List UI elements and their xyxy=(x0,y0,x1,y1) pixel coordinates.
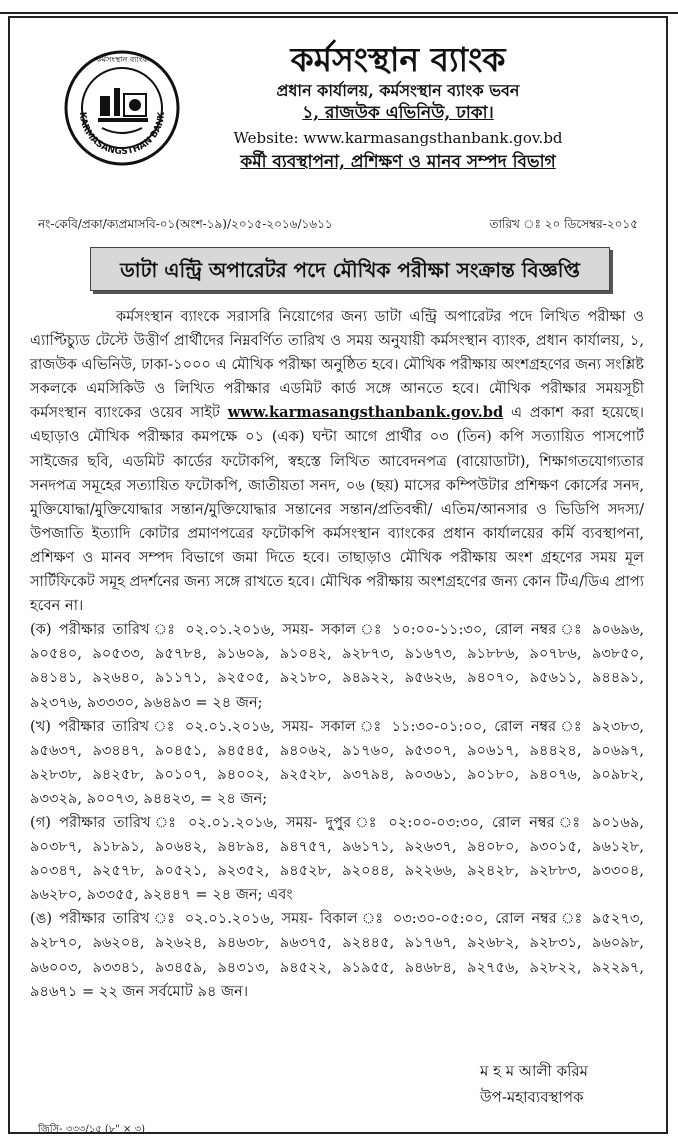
memo-number: নং-কেবি/প্রকা/ক্যপ্রমাসবি-০১(অংশ-১৯)/২০১৫-২০১৬/১৬১১ xyxy=(38,217,333,231)
website-line xyxy=(150,128,646,148)
notice-frame xyxy=(8,16,668,1134)
signature-block xyxy=(480,1058,650,1110)
para-part-1: কর্মসংস্থান ব্যাংকে সরাসরি নিয়োগের জন্য ডাটা এন্ট্রি অপারেটর পদে লিখিত পরীক্ষা ও এ্যাপ্টিচ্যুড টেস্টে উত্তীর্ণ প্রার্থীদের নিম্নবর্ণিত তারিখ ও সময় অনুযায়ী কর্মসংস্থান ব্যাংক, প্রধান কার্যালয়, ১, রাজউক এভিনিউ, ঢাকা-১০০০ এ মৌখিক পরীক্ষা অনুষ্ঠিত হবে। মৌখিক পরীক্ষায় অংশগ্রহণের জন্য সংশ্লিষ্ট সকলকে এমসিকিউ ও লিখিত পরীক্ষার এডমিট কার্ড সঙ্গে আনতে হবে। মৌখিক পরীক্ষার সময়সূচী কর্মসংস্থান ব্যাংকের ওয়েব সাইট xyxy=(30,308,644,422)
notice-date: তারিখ ঃ ২০ ডিসেম্বর-২০১৫ xyxy=(489,217,638,231)
letterhead xyxy=(150,40,646,174)
schedule-uma: (ঙ) পরীক্ষার তারিখ ঃ ০২.০১.২০১৬, সময়- বিকাল ঃ ০৩:৩০-০৫:০০, রোল নম্বর ঃ ৯৫২৭৩, ৯২৮৭০, ৯৬২০৪, ৯২৬২৪, ৯৪৬৩৮, ৯৬৩৭৫, ৯২৪৪৫, ৯১৭৬৭, ৯২৬৮২, ৯২৮৩১, ৯৬০৯৮, ৯৬০০৩, ৯৩৩৪১, ৯৩৪৫৯, ৯৪৩১৩, ৯৪৫২২, ৯১৯৫৫, ৯৪৬৮৪, ৯২৭৫৬, ৯২৮২২, ৯২২৯৭, ৯৪৬৭১ = ২২ জন সর্বমোট ৯৪ জন। xyxy=(30,910,644,1000)
top-strip xyxy=(0,0,678,14)
schedule-ga: (গ) পরীক্ষার তারিখ ঃ ০২.০১.২০১৬, সময়- দুপুর ঃ ০২:০০-০৩:৩০, রোল নম্বর ঃ ৯০১৬৯, ৯০৩৮৭, ৯১৮৯১, ৯০৬৪২, ৯৪৮৯৪, ৯৪৭৫৭, ৯৬১৭১, ৯২৬৩৭, ৯৪০৮০, ৯৩০১৫, ৯৬১২৮, ৯০৩৪৭, ৯২৫৭৮, ৯০৫২১, ৯২৩৫২, ৯৪৫২৮, ৯২০৪৪, ৯২২৬৬, ৯২৪২৮, ৯২৮৮৩, ৯৩৩০৪, ৯৬২৮০, ৯৩৩৫৫, ৯২৪৪৭ = ২৪ জন; এবং xyxy=(30,813,644,904)
website-link[interactable]: www.karmasangsthanbank.gov.bd xyxy=(303,129,563,147)
gd-code: জিসি- ৩৩৩/১৫ (৮" × ৩) xyxy=(38,1124,145,1135)
reference-row xyxy=(38,216,638,236)
department: কর্মী ব্যবস্থাপনা, প্রশিক্ষণ ও মানব সম্পদ বিভাগ xyxy=(240,152,556,172)
seal-ring-text: KARMASANGSTHAN BANK xyxy=(76,111,168,158)
schedule-ka: (ক) পরীক্ষার তারিখ ঃ ০২.০১.২০১৬, সময়- সকাল ঃ ১০:০০-১১:৩০, রোল নম্বর ঃ ৯০৬৯৬, ৯০৫৪০, ৯০৫৩৩, ৯৫৭৮৪, ৯১৬০৯, ৯১০৪২, ৯২৮৭৩, ৯১৬৭৩, ৯১৮৮৬, ৯০৭৮৬, ৯৩৮৫০, ৯৪১৪১, ৯২৬৪০, ৯১১৭১, ৯২৫০৫, ৯২১৮০, ৯৪৯২২, ৯৫৬২৬, ৯৪০৭০, ৯৫৬১১, ৯৪৪৯১, ৯২৩৭৬, ৯৩৩৩০, ৯৬৪৯৩ = ২৪ জন; xyxy=(30,621,644,711)
notice-title: ডাটা এন্ট্রি অপারেটর পদে মৌখিক পরীক্ষা সংক্রান্ত বিজ্ঞপ্তি xyxy=(90,247,610,291)
main-paragraph xyxy=(30,305,644,618)
seal-top-text: কর্মসংস্থান ব্যাংক xyxy=(96,55,148,64)
org-name: কর্মসংস্থান ব্যাংক xyxy=(290,40,506,79)
notice-body xyxy=(30,305,644,1004)
signatory-name: ম হ ম আলী করিম xyxy=(480,1062,588,1080)
website-link-inline[interactable]: www.karmasangsthanbank.gov.bd xyxy=(227,404,504,422)
signatory-designation: উপ-মহাব্যবস্থাপক xyxy=(480,1088,584,1106)
para-part-2: এ প্রকাশ করা হয়েছে। এছাড়াও মৌখিক পরীক্ষার কমপক্ষে ০১ (এক) ঘন্টা আগে প্রার্থীর ০৩ (তিন) কপি সত্যায়িত পাসপোর্ট সাইজের ছবি, এডমিট কার্ডের ফটোকপি, স্বহস্তে লিখিত আবেদনপত্র (বায়োডাটা), শিক্ষাগতযোগ্যতার সনদপত্র সমূহের সত্যায়িত ফটোকপি, জাতীয়তা সনদ, ০৬ (ছয়) মাসের কম্পিউটার প্রশিক্ষণ কোর্সের সনদ, মুক্তিযোদ্ধা/মুক্তিযোদ্ধার সন্তান/মুক্তিযোদ্ধার সন্তানের সন্তান/প্রতিবন্ধী/ এতিম/আনসার ও ভিডিপি সদস্য/উপজাতি ইত্যাদি কোটার প্রমাণপত্রের ফটোকপি কর্মসংস্থান ব্যাংকের প্রধান কার্যালয়ের কর্মি ব্যবস্থাপনা, প্রশিক্ষণ ও মানব সম্পদ বিভাগে জমা দিতে হবে। তাছাড়াও মৌখিক পরীক্ষায় অংশ গ্রহণের সময় মূল সার্টিফিকেট সমূহ প্রদর্শনের জন্য সঙ্গে রাখতে হবে। মৌখিক পরীক্ষায় অংশগ্রহণের জন্য কোন টিএ/ডিএ প্রাপ্য হবেন না। xyxy=(30,404,644,615)
schedule-kha: (খ) পরীক্ষার তারিখ ঃ ০২.০১.২০১৬, সময়- সকাল ঃ ১১:৩০-০১:০০, রোল নম্বর ঃ ৯২৩৮৩, ৯৫৬৩৭, ৯৩৪৪৭, ৯০৪৫১, ৯৪৫৪৫, ৯৪০৬২, ৯১৭৬০, ৯৫৩০৭, ৯০৬১৭, ৯৪৪২৪, ৯০৬৯৭, ৯২৮৩৮, ৯৪২৫৮, ৯০১০৭, ৯৪০০২, ৯২৫২৮, ৯৩৭৯৪, ৯০৩৬১, ৯০১৮০, ৯৪০৭৬, ৯০৯৮২, ৯৩৩২৯, ৯০০৭৩, ৯৪৪২৩, = ২৪ জন; xyxy=(30,717,644,807)
address: ১, রাজউক এভিনিউ, ঢাকা। xyxy=(302,103,494,123)
website-label: Website: xyxy=(233,129,299,147)
head-office: প্রধান কার্যালয়, কর্মসংস্থান ব্যাংক ভবন xyxy=(276,81,520,100)
